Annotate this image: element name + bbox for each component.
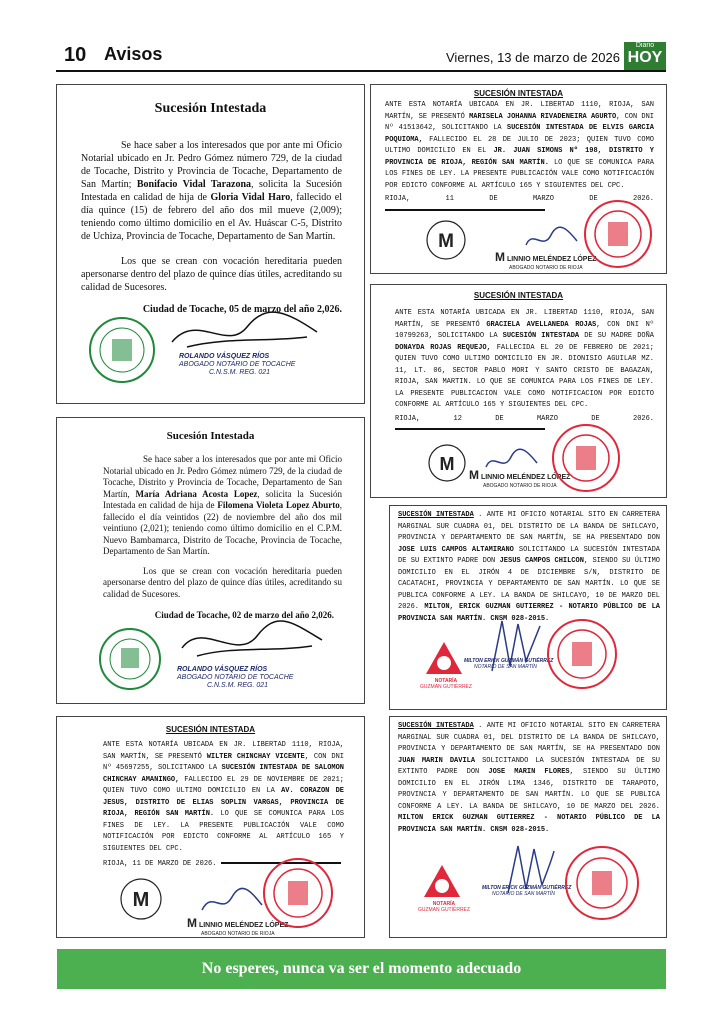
section-title: Avisos: [104, 44, 163, 64]
notary-name-stamp: M LINNIO MELÉNDEZ LÓPEZ ABOGADO NOTARIO DE RIOJA: [469, 468, 571, 489]
notice-body: ANTE ESTA NOTARÍA UBICADA EN JR. LIBERTAD 1110, RIOJA, SAN MARTÍN, SE PRESENTÓ MARISELA JOHANNA RIVADENEIRA AGURTO, CON DNI Nº 41513642, SOLICITANDO LA SUCESIÓN INTESTADA DE ELVIS GARCIA POQUIOMA, FALLECIDO EL 28 DE JULIO DE 2023; QUIEN TUVO COMO ULTIMO DOMICILIO EN EL JR. JUAN SIMONS Nº 198, DISTRITO Y PROVINCIA DE RIOJA, REGIÓN SAN MARTÍN. LO QUE SE COMUNICA PARA LOS FINES DE LEY. LA PRESENTE PUBLICACIÓN VALE COMO NOTIFICACIÓN POR EDICTO CONFORME AL ARTÍCULO 165 Y SIGUIENTES DEL CPC.: [385, 101, 655, 190]
stamp-name: MILTON ERICK GUZMÁN GUTIÉRREZ: [464, 658, 554, 664]
issue-date: Viernes, 13 de marzo de 2026: [446, 50, 620, 65]
notice-rioja-avellaneda: [370, 284, 667, 498]
notary-m-seal: [427, 443, 467, 483]
red-notary-seal: [262, 857, 334, 929]
notary-green-seal: [97, 626, 163, 692]
signature-scribble: [167, 307, 327, 357]
notice-body: Se hace saber a los interesados que por ante mi Oficio Notarial ubicado en Jr. Pedro Gómez número 729, de la ciudad de Tocache, Distrito y Provincia de Tocache, Departamento de San Martín; Bonifacio Vidal Tarazona, solicita la Sucesión Intestada en calidad de hija de Gloria Vidal Haro, fallecido el día quince (15) de febrero del año dos mil mueve (2,009); teniendo como último domicilio en el Av. Huáscar C-5, Distrito de Uchiza, Provincia de Tocache, Departamento de San Martín.: [81, 140, 343, 242]
notice-shilcayo-marin: [389, 716, 667, 938]
stamp-reg: C.N.S.M. REG. 021: [207, 682, 269, 689]
stamp-role: ABOGADO NOTARIO DE RIOJA: [201, 931, 275, 937]
notaria-sub: GUZMAN GUTIÉRREZ: [420, 684, 472, 690]
svg-text:M: M: [439, 454, 455, 474]
stamp-role: ABOGADO NOTARIO DE TOCACHE: [179, 361, 296, 368]
notary-name-stamp: M LINNIO MELÉNDEZ LÓPEZ ABOGADO NOTARIO DE RIOJA: [187, 916, 289, 937]
notaria-name: NOTARÍA: [432, 901, 456, 907]
red-notary-seal: [551, 423, 621, 493]
notice-body: SUCESIÓN INTESTADA . ANTE MI OFICIO NOTARIAL SITO EN CARRETERA MARGINAL SUR CUADRA 01, DEL DISTRITO DE LA BANDA DE SHILCAYO, PROVINCIA Y DEPARTAMENTO DE SAN MARTÍN, SE HA PRESENTADO DON JOSE LUIS CAMPOS ALTAMIRANO SOLICITANDO LA SUCESIÓN INTESTADA DE SU EXTINTO PADRE DON JESUS CAMPOS CHILCON, SIENDO SU ÚLTIMO DOMICILIO EN EL JIRÓN 4 DE DICIEMBRE S/N, DISTRITO DE CACATACHI, PROVINCIA Y DEPARTAMENTO DE SAN MARTÍN. LO QUE SE PUBLICA CONFORME A LEY. LA BANDA DE SHILCAYO, 10 DE MARZO DEL 2026. MILTON, ERICK GUZMAN GUTIERREZ - NOTARIO PÚBLICO DE LA PROVINCIA SAN MARTÍN. CNSM 028-2015.: [398, 511, 661, 623]
notice-body-closing: Los que se crean con vocación hereditaria pueden apersonarse dentro del plazo de quince días útiles, acreditando su calidad de Sucesores.: [81, 256, 343, 293]
notaria-name: NOTARÍA: [434, 678, 458, 684]
red-notary-seal: [546, 618, 618, 690]
notaria-label: [420, 678, 472, 690]
newspaper-logo: [624, 42, 666, 70]
stamp-name: MILTON ERICK GUZMÁN GUTIÉRREZ: [482, 885, 572, 891]
notice-rioja-chinchay: [56, 716, 365, 938]
red-notary-seal: [564, 845, 640, 921]
notice-title: SUCESIÓN INTESTADA: [165, 725, 256, 734]
notice-title: SUCESIÓN INTESTADA: [473, 291, 564, 300]
page-number: 10: [64, 44, 87, 66]
notice-date: RIOJA, 12 DE MARZO DE 2026.: [395, 414, 654, 437]
stamp-name: ROLANDO VÁSQUEZ RÍOS: [179, 353, 270, 360]
logo-big-text: HOY: [627, 49, 663, 66]
stamp-name: LINNIO MELÉNDEZ LÓPEZ: [506, 256, 597, 263]
notary-green-seal: [87, 315, 157, 385]
notary-stamp: [464, 658, 553, 670]
stamp-name: ROLANDO VÁSQUEZ RÍOS: [177, 666, 268, 673]
stamp-name: LINNIO MELÉNDEZ LÓPEZ: [198, 922, 289, 929]
notary-m-seal: [425, 219, 467, 261]
stamp-role: ABOGADO NOTARIO DE TOCACHE: [177, 674, 294, 681]
stamp-reg: C.N.S.M. REG. 021: [209, 369, 271, 376]
notaria-logo: [422, 863, 462, 899]
svg-text:M: M: [438, 231, 454, 252]
signature-scribble: [521, 225, 581, 255]
notary-m-seal: [119, 877, 163, 921]
notice-city-date: Ciudad de Tocache, 05 de marzo del año 2,026.: [142, 304, 342, 315]
notice-body: ANTE ESTA NOTARÍA UBICADA EN JR. LIBERTAD 1110, RIOJA, SAN MARTÍN, SE PRESENTÓ GRACIELA AVELLANEDA ROJAS, CON DNI Nº 10799263, SOLICITANDO LA SUCESIÓN INTESTADA DE SU MADRE DOÑA DONAYDA ROJAS REQUEJO, FALLECIDA EL 20 DE FEBRERO DE 2021; QUIEN TUVO COMO ULTIMO DOMICILIO EN JR. DIONISIO AGUILAR MZ. 11, LT. 06, SECTOR PABLO MORI Y SANTO CRISTO DE BAGAZAN, RIOJA, SAN MARTIN. LO QUE SE COMUNICA PARA LOS FINES DE LEY. LA PRESENTE PUBLICACION VALE COMO NOTIFICACION POR EDICTO CONFORME AL ARTÍCULO 165 Y SIGUIENTES DEL CPC.: [395, 309, 654, 409]
notice-title: SUCESIÓN INTESTADA: [398, 722, 474, 730]
notary-stamp: [177, 666, 293, 690]
notice-tocache-acosta: [56, 417, 365, 704]
stamp-role: NOTARIO DE SAN MARTÍN: [474, 664, 537, 670]
header-rule: [56, 70, 666, 72]
notice-title: Sucesión Intestada: [166, 430, 255, 442]
stamp-role: ABOGADO NOTARIO DE RIOJA: [483, 483, 557, 489]
notice-title: Sucesión Intestada: [154, 101, 267, 116]
stamp-role: ABOGADO NOTARIO DE RIOJA: [509, 265, 583, 271]
notice-rioja-rivadeneira: [370, 84, 667, 274]
notice-tocache-vidal: [56, 84, 365, 404]
notice-body: SUCESIÓN INTESTADA . ANTE MI OFICIO NOTARIAL SITO EN CARRETERA MARGINAL SUR CUADRA 01, DEL DISTRITO DE LA BANDA DE SHILCAYO, PROVINCIA Y DEPARTAMENTO DE SAN MARTÍN, SE HA PRESENTADO DON JUAN MARIN DAVILA SOLICITANDO LA SUCESIÓN INTESTADA DE SU EXTINTO PADRE DON JOSE MARIN FLORES, SIENDO SU ÚLTIMO DOMICILIO EN EL JIRÓN LIMA 1346, DISTRITO DE TARAPOTO, PROVINCIA Y DEPARTAMENTO DE SAN MARTÍN. LO QUE SE PUBLICA CONFORME A LEY. LA BANDA DE SHILCAYO, 10 DE MARZO DEL 2026. MILTON ERICK GUZMAN GUTIERREZ - NOTARIO PÚBLICO DE LA PROVINCIA SAN MARTÍN. CNSM 028-2015.: [398, 722, 661, 834]
notary-stamp: [482, 885, 571, 897]
stamp-name: LINNIO MELÉNDEZ LÓPEZ: [480, 474, 571, 481]
stamp-role: NOTARIO DE SAN MARTÍN: [492, 891, 555, 897]
red-notary-seal: [583, 199, 653, 269]
notary-stamp: [179, 353, 295, 377]
signature-scribble: [197, 885, 267, 921]
notaria-sub: GUZMAN GUTIÉRREZ: [418, 907, 470, 913]
notaria-logo: [424, 640, 464, 676]
notice-date: RIOJA, 11 DE MARZO DE 2026.: [103, 859, 344, 871]
notice-title: SUCESIÓN INTESTADA: [473, 89, 564, 98]
notice-title: SUCESIÓN INTESTADA: [398, 511, 474, 519]
signature-scribble: [177, 618, 327, 666]
notice-body-closing: Los que se crean con vocación hereditaria pueden apersonarse dentro del plazo de quince días útiles, acreditando su calidad de Sucesores.: [103, 565, 342, 599]
notice-body: ANTE ESTA NOTARÍA UBICADA EN JR. LIBERTAD 1110, RIOJA, SAN MARTÍN, SE PRESENTÓ WILTER CHINCHAY VICENTE, CON DNI Nº 45697255, SOLICITANDO LA SUCESIÓN INTESTADA DE SALOMON CHINCHAY AMANINGO, FALLECIDO EL 29 DE NOVIEMBRE DE 2021; QUIEN TUVO COMO ULTIMO DOMICILIO EN LA AV. CORAZON DE JESUS, DISTRITO DE ELIAS SOPLIN VARGAS, PROVINCIA DE RIOJA, REGIÓN SAN MARTÍN. LO QUE SE COMUNICA PARA LOS FINES DE LEY. LA PRESENTE PUBLICACIÓN VALE COMO NOTIFICACIÓN POR EDICTO CONFORME AL ARTÍCULO 165 Y SIGUIENTES DEL CPC.: [103, 741, 345, 853]
notary-name-stamp: M LINNIO MELÉNDEZ LÓPEZ ABOGADO NOTARIO DE RIOJA: [495, 250, 597, 271]
notice-body: Se hace saber a los interesados que por ante mi Oficio Notarial ubicado en Jr. Pedro Gómez número 729, de la ciudad de Tocache, Distrito y Provincia de Tocache, Departamento de San Martín, María Adriana Acosta Lopez, solicita la Sucesión Intestada en calidad de hija de Filomena Violeta Lopez Aburto, fallecido el día veintidos (22) de noviembre del año dos mil veintiuno (2,021); teniendo como último domicilio en el C.P.M. Nuevo Bambamarca, Distrito de Tocache, Provincia de Tocache, Departamento de San Martín.: [103, 454, 343, 556]
notice-city-date: Ciudad de Tocache, 02 de marzo del año 2,026.: [154, 610, 334, 620]
notaria-label: [418, 901, 470, 913]
notice-shilcayo-campos: [389, 505, 667, 710]
svg-text:M: M: [132, 889, 150, 911]
logo-small-text: Diario: [635, 42, 655, 49]
notice-date: RIOJA, 11 DE MARZO DE 2026.: [385, 194, 654, 217]
footer-banner: No esperes, nunca va ser el momento adecuado: [57, 949, 666, 989]
